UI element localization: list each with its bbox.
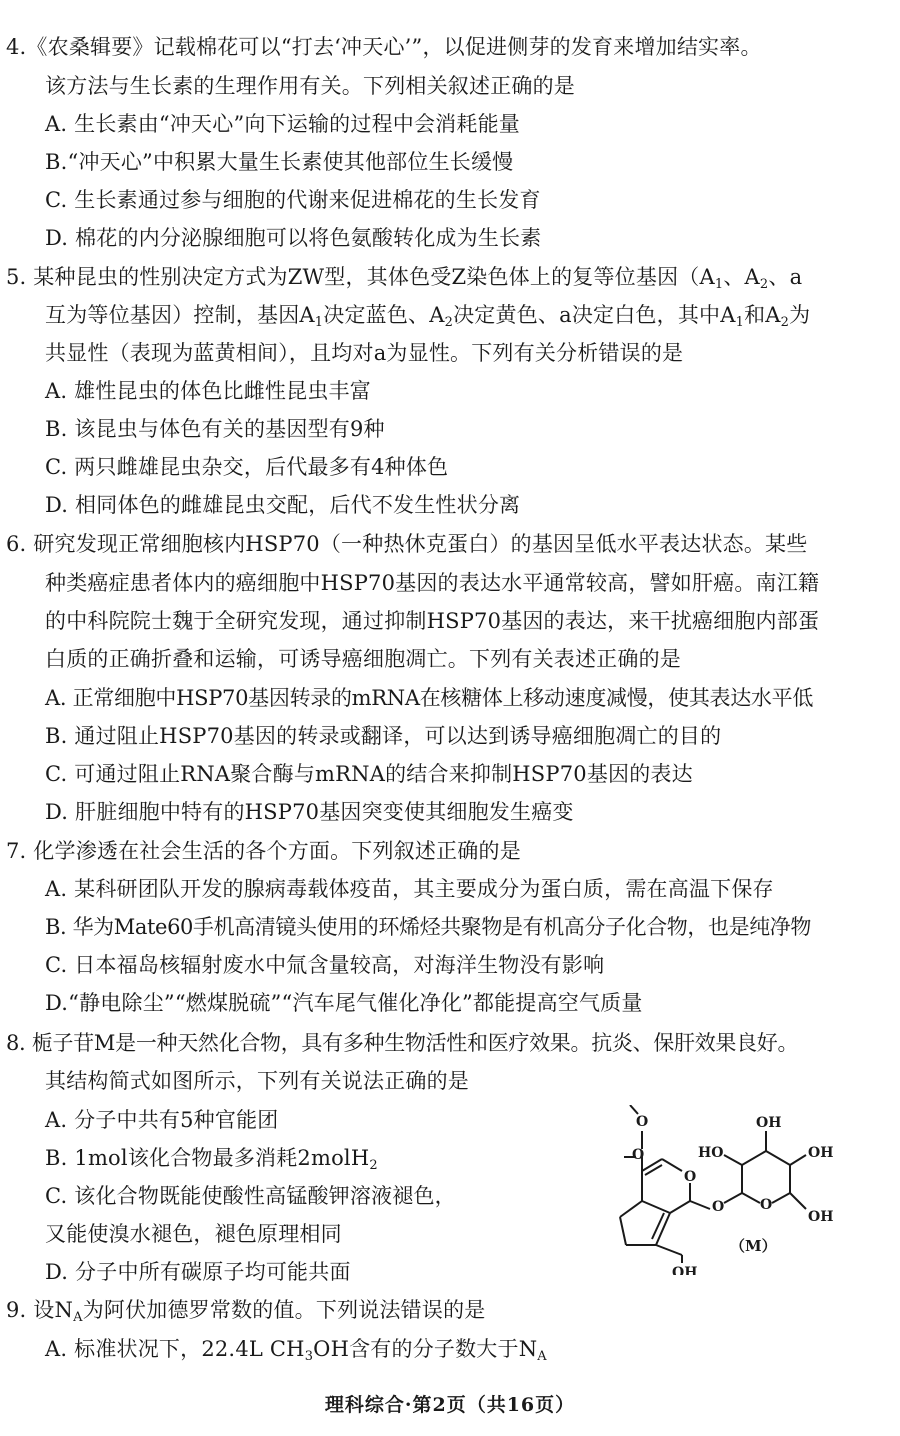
bond-g6	[742, 1193, 760, 1203]
q8-option-c: C. 该化合物既能使酸性高锰酸钾溶液褪色，	[45, 1184, 456, 1208]
q5-stem-line2	[45, 301, 810, 329]
q9-stem-sub: A	[73, 1310, 83, 1325]
ester-o-label: O	[632, 1147, 645, 1163]
ester-o2-label: O	[636, 1114, 649, 1130]
bond-sub4	[790, 1193, 806, 1209]
q8-option-c-cont: 又能使溴水褪色，褪色原理相同	[45, 1222, 342, 1246]
q9-stem-pre: 9. 设N	[6, 1298, 74, 1322]
q5-stem-2e: 为	[789, 303, 811, 327]
q7-option-b: B. 华为Mate60手机高清镜头使用的环烯烃共聚物是有机高分子化合物，也是纯净物	[45, 915, 811, 939]
q4-stem-line2: 该方法与生长素的生理作用有关。下列相关叙述正确的是	[45, 74, 575, 98]
q5-stem-2a: 互为等位基因）控制，基因A	[45, 303, 315, 327]
q5-sub-4: 2	[444, 315, 454, 330]
q6-stem-line4: 白质的正确折叠和运输，可诱导癌细胞凋亡。下列有关表述正确的是	[45, 647, 681, 671]
q8-option-b-sub: 2	[369, 1158, 378, 1173]
q5-stem-1: 5. 某种昆虫的性别决定方式为ZW型，其体色受Z染色体上的复等位基因（A	[6, 265, 715, 289]
bond-methyl	[630, 1105, 638, 1114]
q7-option-c: C. 日本福岛核辐射废水中氚含量较高，对海洋生物没有影响	[45, 953, 605, 977]
q5-sub-6: 2	[780, 315, 790, 330]
q5-stem-2d: 和A	[744, 303, 781, 327]
q5-stem-1-mid: 、A	[723, 265, 760, 289]
q8-stem-line2: 其结构简式如图所示，下列有关说法正确的是	[45, 1069, 469, 1093]
q5-sub-2: 2	[759, 277, 769, 292]
ring-o-label: O	[684, 1169, 697, 1185]
oh-bottom-label: OH	[672, 1265, 698, 1275]
ho-label: HO	[698, 1145, 724, 1161]
bond-r1	[642, 1159, 662, 1171]
bond-p2	[620, 1217, 626, 1245]
q9-option-a-sub: 3	[304, 1349, 314, 1364]
q6-stem-line3: 的中科院院士魏于全研究发现，通过抑制HSP70基因的表达，来干扰癌细胞内部蛋	[45, 609, 820, 633]
q5-stem-2b: 决定蓝色、A	[323, 303, 445, 327]
q4-option-d: D. 棉花的内分泌腺细胞可以将色氨酸转化成为生长素	[45, 226, 542, 250]
structure-svg	[600, 1105, 880, 1275]
q7-option-d: D.“静电除尘”“燃煤脱硫”“汽车尾气催化净化”都能提高空气质量	[45, 991, 643, 1015]
bond-link2	[724, 1193, 742, 1203]
q8-stem-line1: 8. 栀子苷M是一种天然化合物，具有多种生物活性和医疗效果。抗炎、保肝效果良好。	[6, 1031, 799, 1055]
oh-ch2-label: OH	[808, 1209, 834, 1225]
bond-g5	[772, 1193, 790, 1203]
q6-option-c: C. 可通过阻止RNA聚合酶与mRNA的结合来抑制HSP70基因的表达	[45, 762, 693, 786]
q7-stem: 7. 化学渗透在社会生活的各个方面。下列叙述正确的是	[6, 839, 521, 863]
q4-option-a: A. 生长素由“冲天心”向下运输的过程中会消耗能量	[45, 112, 520, 136]
q5-option-a: A. 雄性昆虫的体色比雌性昆虫丰富	[45, 379, 371, 403]
q9-option-a-sub2: A	[537, 1349, 547, 1364]
structure-figure	[600, 1105, 880, 1275]
q8-option-d: D. 分子中所有碳原子均可能共面	[45, 1260, 351, 1284]
q5-stem-1-end: 、a	[768, 265, 803, 289]
q4-stem-line1: 4.《农桑辑要》记载棉花可以“打去‘冲天心’”，以促进侧芽的发育来增加结实率。	[6, 35, 762, 59]
q5-option-d: D. 相同体色的雌雄昆虫交配，后代不发生性状分离	[45, 493, 521, 517]
q5-sub-3: 1	[314, 315, 324, 330]
q6-option-a: A. 正常细胞中HSP70基因转录的mRNA在核糖体上移动速度减慢，使其表达水平低	[45, 686, 814, 710]
q5-stem-line3: 共显性（表现为蓝黄相间），且均对a为显性。下列有关分析错误的是	[45, 341, 684, 365]
q9-stem	[6, 1296, 486, 1324]
q6-option-b: B. 通过阻止HSP70基因的转录或翻译，可以达到诱导癌细胞凋亡的目的	[45, 724, 722, 748]
q5-stem-line1	[6, 263, 802, 291]
bond-sub3	[790, 1155, 806, 1165]
link-o-label: O	[712, 1199, 725, 1215]
q8-option-b	[45, 1144, 378, 1172]
q6-option-d: D. 肝脏细胞中特有的HSP70基因突变使其细胞发生癌变	[45, 800, 574, 824]
q6-stem-line1: 6. 研究发现正常细胞核内HSP70（一种热休克蛋白）的基因呈低水平表达状态。某些	[6, 532, 808, 556]
bond-r2	[662, 1159, 682, 1171]
bond-r5	[642, 1201, 670, 1213]
bond-r4	[670, 1201, 690, 1213]
bond-link1	[690, 1201, 710, 1209]
compound-label: （M）	[730, 1237, 777, 1255]
oh-top-label: OH	[756, 1115, 782, 1131]
q5-stem-2c: 决定黄色、a决定白色，其中A	[453, 303, 736, 327]
bond-g2	[742, 1151, 766, 1165]
q9-option-a	[45, 1335, 547, 1363]
q5-option-b: B. 该昆虫与体色有关的基因型有9种	[45, 417, 385, 441]
bond-p4-double	[652, 1213, 664, 1239]
q5-sub-5: 1	[735, 315, 745, 330]
q9-option-a-pre: A. 标准状况下，22.4L CH	[45, 1337, 305, 1361]
q4-option-c: C. 生长素通过参与细胞的代谢来促进棉花的生长发育	[45, 188, 541, 212]
q5-sub-1: 1	[714, 277, 724, 292]
page-footer: 理科综合·第2页（共16页）	[324, 1394, 576, 1416]
bond-ch2oh	[656, 1245, 682, 1255]
bond-p4	[656, 1213, 670, 1245]
oh-right-label: OH	[808, 1145, 834, 1161]
glucose-o-label: O	[760, 1197, 773, 1213]
q7-option-a: A. 某科研团队开发的腺病毒载体疫苗，其主要成分为蛋白质，需在高温下保存	[45, 877, 774, 901]
bond-r1-double	[645, 1165, 662, 1175]
q9-stem-post: 为阿伏加德罗常数的值。下列说法错误的是	[82, 1298, 486, 1322]
q6-stem-line2: 种类癌症患者体内的癌细胞中HSP70基因的表达水平通常较高，譬如肝癌。南江籍	[45, 571, 820, 595]
q4-option-b: B.“冲天心”中积累大量生长素使其他部位生长缓慢	[45, 150, 514, 174]
q8-option-b-text: B. 1mol该化合物最多消耗2molH	[45, 1146, 370, 1170]
bond-g3	[766, 1151, 790, 1165]
bond-sub1	[724, 1155, 742, 1165]
q5-option-c: C. 两只雌雄昆虫杂交，后代最多有4种体色	[45, 455, 449, 479]
q8-option-a: A. 分子中共有5种官能团	[45, 1108, 279, 1132]
bond-p1	[620, 1201, 642, 1217]
q9-option-a-mid: OH含有的分子数大于N	[313, 1337, 538, 1361]
